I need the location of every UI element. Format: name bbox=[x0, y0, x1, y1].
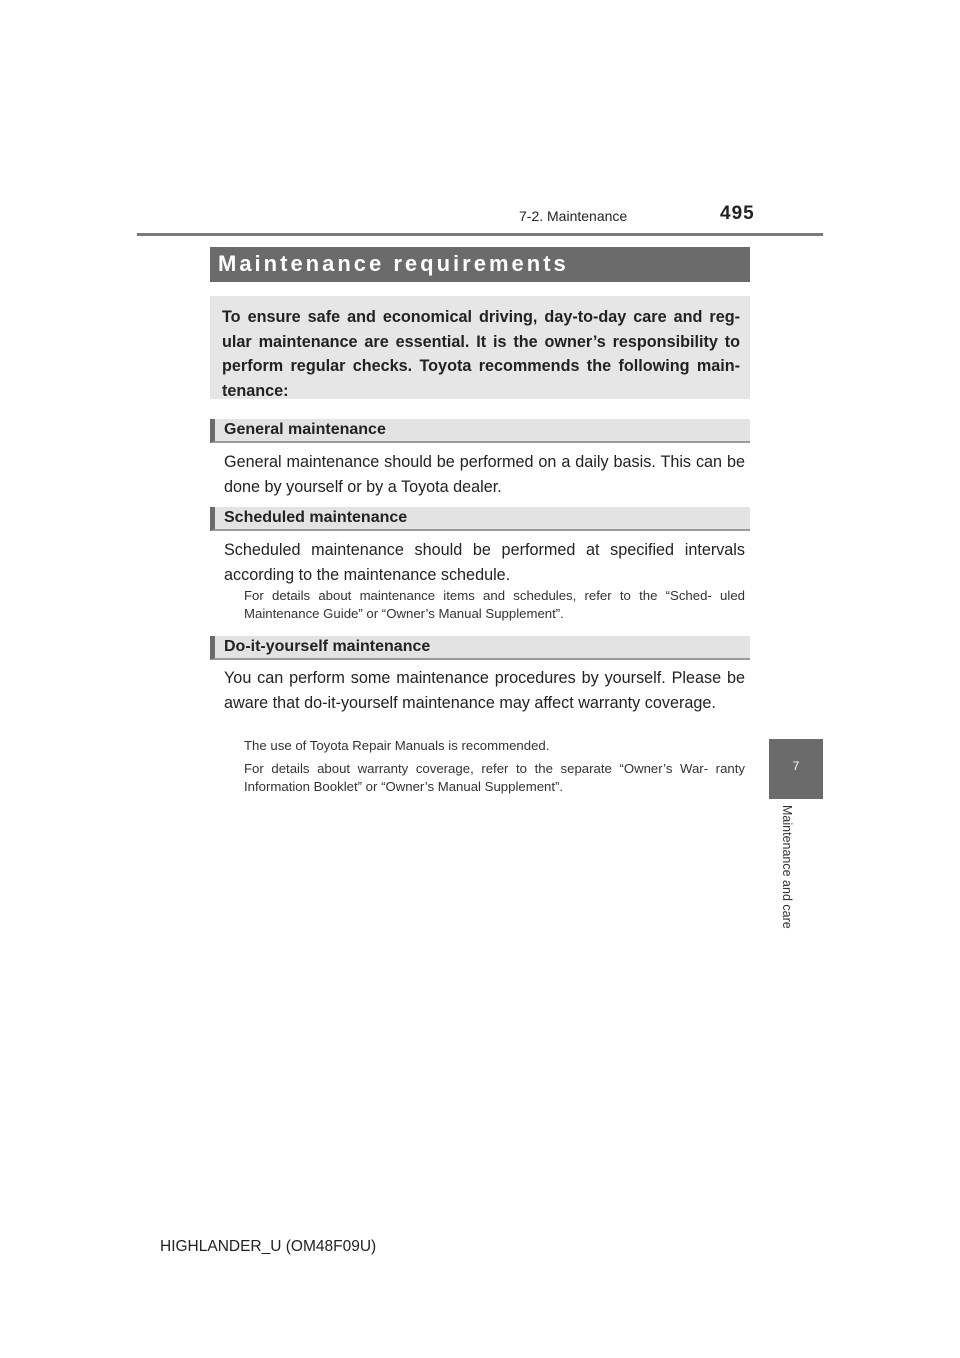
page-title: Maintenance requirements bbox=[218, 251, 569, 276]
section-heading-text: General maintenance bbox=[224, 421, 386, 438]
section-heading-text: Scheduled maintenance bbox=[224, 509, 408, 526]
section-body-diy: You can perform some maintenance procedures by yourself. Please be aware that do-it-yourself maintenance may affect warranty coverage. bbox=[224, 669, 745, 712]
section-heading-diy bbox=[210, 636, 750, 660]
section-body-general: General maintenance should be performed on a daily basis. This can be done by yourself or by a Toyota dealer. bbox=[224, 453, 745, 496]
chapter-label: Maintenance and care bbox=[780, 805, 794, 929]
intro-box: To ensure safe and economical driving, day-to-day care and reg- ular maintenance are essential. It is the owner’s responsibility to perform regular checks. Toyota recommends the following main- tenance: bbox=[210, 296, 750, 399]
section-note-diy-2: For details about warranty coverage, refer to the separate “Owner’s War- ranty Information Booklet” or “Owner’s Manual Supplement”. bbox=[244, 761, 745, 794]
section-note-scheduled: For details about maintenance items and schedules, refer to the “Sched- uled Maintenance Guide” or “Owner’s Manual Supplement”. bbox=[244, 588, 745, 621]
section-heading-scheduled bbox=[210, 507, 750, 531]
chapter-number: 7 bbox=[792, 759, 800, 773]
header-section-label: 7-2. Maintenance bbox=[519, 208, 628, 224]
section-heading-general bbox=[210, 419, 750, 443]
header-rule bbox=[137, 233, 823, 236]
section-heading-text: Do-it-yourself maintenance bbox=[224, 638, 431, 655]
section-note-diy-1: The use of Toyota Repair Manuals is recommended. bbox=[244, 738, 550, 753]
section-body-scheduled: Scheduled maintenance should be performed at specified intervals according to the maintenance schedule. bbox=[224, 541, 745, 584]
page-number: 495 bbox=[720, 203, 755, 224]
title-bar bbox=[210, 247, 750, 282]
chapter-tab bbox=[769, 739, 823, 799]
footer-model-code: HIGHLANDER_U (OM48F09U) bbox=[160, 1238, 377, 1255]
